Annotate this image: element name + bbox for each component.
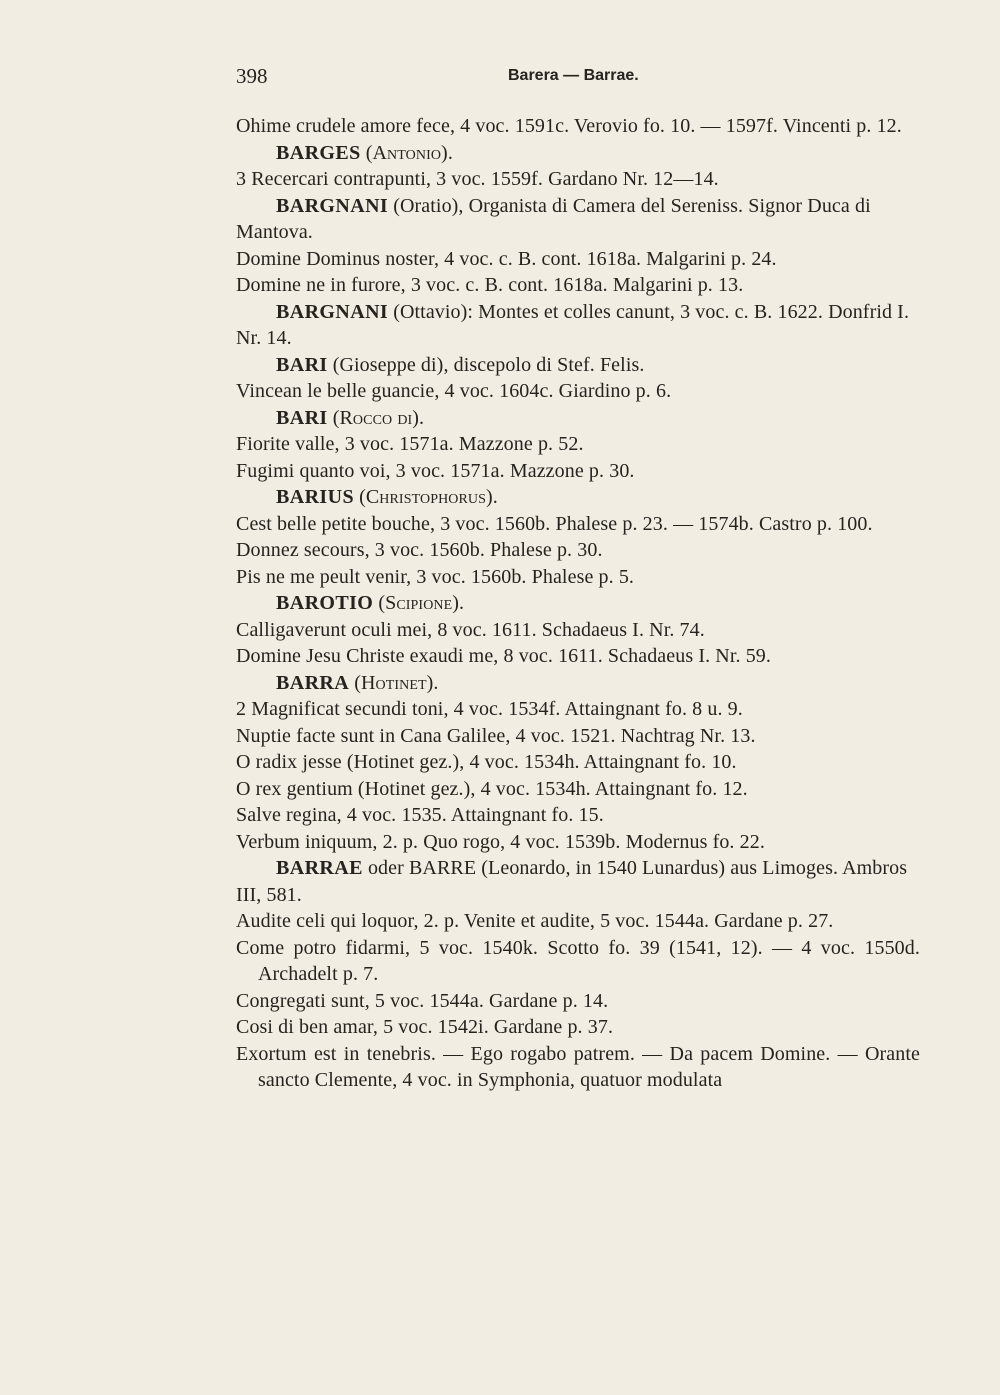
page-body <box>236 113 920 1094</box>
entry-line: O radix jesse (Hotinet gez.), 4 voc. 1534h. Attaingnant fo. 10. <box>236 751 737 773</box>
entry-line: Domine ne in furore, 3 voc. c. B. cont. 1618a. Malgarini p. 13. <box>236 274 744 296</box>
entry-line: Come potro fidarmi, 5 voc. 1540k. Scotto fo. 39 (1541, 12). — 4 voc. 1550d. Archadelt p. 7. <box>236 936 920 985</box>
composer-detail: (Gioseppe di), discepolo di Stef. Felis. <box>327 353 645 376</box>
composer-heading <box>236 193 920 246</box>
entry-line: Calligaverunt oculi mei, 8 voc. 1611. Schadaeus I. Nr. 74. <box>236 618 705 641</box>
composer-heading <box>236 299 920 352</box>
composer-name: BARRA <box>276 671 350 694</box>
running-head: Barera — Barrae. <box>508 67 639 84</box>
composer-name: BARGES <box>276 141 361 164</box>
entry-line: Verbum iniquum, 2. p. Quo rogo, 4 voc. 1539b. Modernus fo. 22. <box>236 830 765 853</box>
composer-name: BARI <box>276 353 328 376</box>
composer-detail: oder BARRE (Leonardo, in 1540 Lunardus) aus Limoges. Ambros III, 581. <box>236 857 908 906</box>
composer-name: BARGNANI <box>276 194 389 217</box>
composer-heading <box>236 484 920 511</box>
entry-line: Nuptie facte sunt in Cana Galilee, 4 voc. 1521. Nachtrag Nr. 13. <box>236 724 756 747</box>
composer-detail: (Ottavio): Montes et colles canunt, 3 voc. c. B. 1622. Donfrid I. Nr. 14. <box>236 300 910 349</box>
composer-detail: (Hotinet). <box>349 671 439 694</box>
entry-line: 3 Recercari contrapunti, 3 voc. 1559f. Gardano Nr. 12—14. <box>236 168 719 190</box>
entry-line: Vincean le belle guancie, 4 voc. 1604c. Giardino p. 6. <box>236 380 672 402</box>
entry-line: Exortum est in tenebris. — Ego rogabo patrem. — Da pacem Domine. — Orante sancto Clemente, 4 voc. in Symphonia, quatuor modulata <box>236 1042 920 1091</box>
entry-line: Audite celi qui loquor, 2. p. Venite et audite, 5 voc. 1544a. Gardane p. 27. <box>236 910 834 932</box>
entry-line: Fiorite valle, 3 voc. 1571a. Mazzone p. 52. <box>236 433 584 455</box>
page-number: 398 <box>236 64 268 88</box>
composer-detail: (Christophorus). <box>353 486 498 508</box>
entry-line: Ohime crudele amore fece, 4 voc. 1591c. Verovio fo. 10. — 1597f. Vincenti p. 12. <box>236 115 902 137</box>
composer-name: BARGNANI <box>276 300 389 323</box>
entry-line: Fugimi quanto voi, 3 voc. 1571a. Mazzone p. 30. <box>236 459 635 482</box>
composer-detail: (Oratio), Organista di Camera del Sereniss. Signor Duca di Mantova. <box>236 194 871 243</box>
entry-line: Cosi di ben amar, 5 voc. 1542i. Gardane p. 37. <box>236 1016 614 1038</box>
entry-line: Cest belle petite bouche, 3 voc. 1560b. Phalese p. 23. — 1574b. Castro p. 100. <box>236 512 873 535</box>
composer-heading <box>236 855 920 908</box>
composer-detail: (Scipione). <box>373 592 465 614</box>
composer-name: BAROTIO <box>276 592 374 614</box>
composer-heading <box>236 140 920 167</box>
entry-line: Domine Dominus noster, 4 voc. c. B. cont. 1618a. Malgarini p. 24. <box>236 247 777 270</box>
composer-name: BARI <box>276 406 328 429</box>
entry-line: Donnez secours, 3 voc. 1560b. Phalese p. 30. <box>236 539 603 561</box>
composer-detail: (Rocco di). <box>327 406 425 429</box>
entry-line: Salve regina, 4 voc. 1535. Attaingnant fo. 15. <box>236 804 604 826</box>
composer-detail: (Antonio). <box>360 141 453 164</box>
composer-heading <box>236 670 920 697</box>
composer-name: BARIUS <box>276 486 354 508</box>
page-header <box>236 64 916 94</box>
composer-heading <box>236 590 920 617</box>
entry-line: O rex gentium (Hotinet gez.), 4 voc. 1534h. Attaingnant fo. 12. <box>236 777 748 800</box>
entry-line: Pis ne me peult venir, 3 voc. 1560b. Phalese p. 5. <box>236 565 635 588</box>
entry-line: Domine Jesu Christe exaudi me, 8 voc. 1611. Schadaeus I. Nr. 59. <box>236 645 772 667</box>
composer-heading <box>236 352 920 379</box>
composer-name: BARRAE <box>276 857 363 879</box>
entry-line: 2 Magnificat secundi toni, 4 voc. 1534f. Attaingnant fo. 8 u. 9. <box>236 698 743 720</box>
entry-line: Congregati sunt, 5 voc. 1544a. Gardane p. 14. <box>236 989 609 1012</box>
composer-heading <box>236 405 920 432</box>
